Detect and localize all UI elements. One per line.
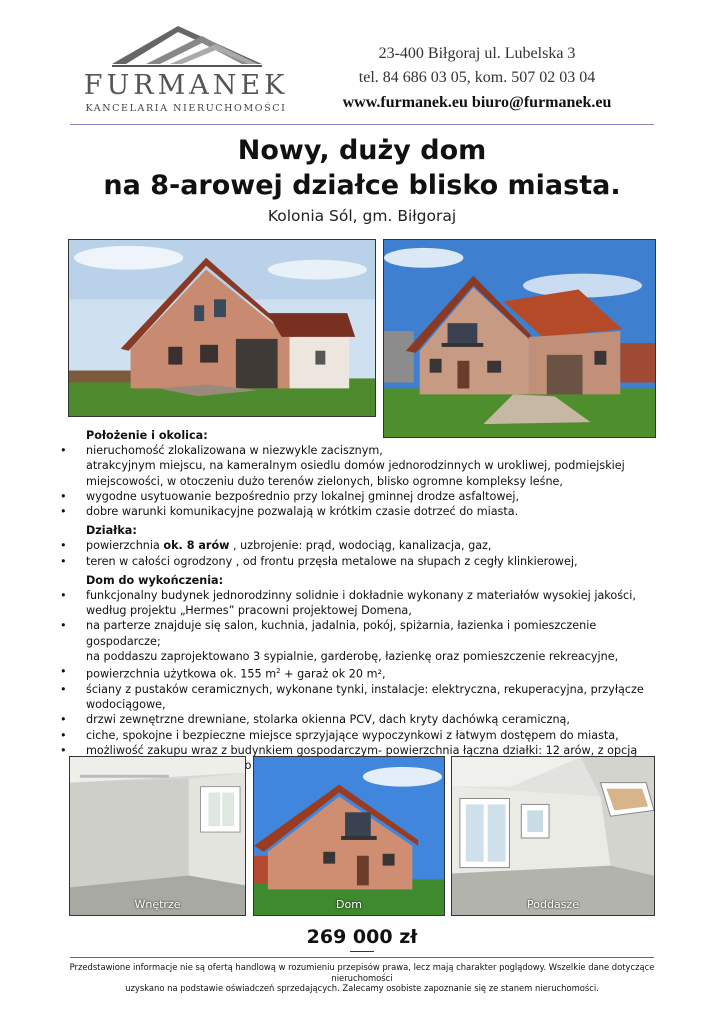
company-subtitle: KANCELARIA NIERUCHOMOŚCI [85,103,287,114]
list-item [56,588,666,618]
listing-price: 269 000 zł [306,926,418,948]
company-address: 23-400 Biłgoraj ul. Lubelska 3 [378,45,576,62]
listing-title-line1: Nowy, duży dom [237,135,487,166]
list-item-text: atrakcyjnym miejscu, na kameralnym osiedlu domów jednorodzinnych w urokliwej, podmiejskiej [86,459,625,473]
house-photo-front [383,239,656,438]
section-heading-plot: Działka: [86,524,137,538]
list-item-text: nieruchomość zlokalizowana w niezwykle zacisznym, [86,444,383,458]
house-list [56,588,666,773]
company-name: FURMANEK [83,70,289,101]
list-item-text: miejscowości, w otoczeniu dużo terenów zielonych, blisko ogromne kompleksy leśne, [86,474,563,488]
plot-area-value: ok. 8 arów [163,539,230,553]
list-item-text: powierzchnia [86,539,164,553]
location-list [56,443,666,519]
list-item [56,538,666,553]
house-photo-small [253,756,445,916]
list-item: • teren w całości ogrodzony , od frontu przęsła metalowe na słupach z cegły klinkierowej, [56,554,666,569]
company-web-email[interactable]: www.furmanek.eu biuro@furmanek.eu [342,94,612,111]
interior-photo [69,756,246,916]
logo-roofs-icon [112,22,262,68]
list-item: • ciche, spokojne i bezpieczne miejsce sprzyjające wypoczynkowi z łatwym dostępem do miasta, [56,728,666,743]
disclaimer-line: uzyskano na podstawie oświadczeń sprzedających. Zalecamy osobiste zapoznanie się ze stanem nieruchomości. [125,983,599,993]
section-heading-house: Dom do wykończenia: [86,573,224,587]
list-item [56,618,666,664]
listing-location: Kolonia Sól, gm. Biłgoraj [267,207,457,225]
list-item-text: możliwość zakupu wraz z budynkiem gospodarczym- powierzchnia łączna działki: 12 arów, z opcją [86,743,638,757]
photo-caption-house: Dom [336,898,362,911]
list-item-text: na poddaszu zaprojektowano 3 sypialnie, garderobę, łazienkę oraz pomieszczenie rekreacyjne, [86,649,619,663]
list-item-text: wodociągowe, [86,698,166,712]
list-item: • drzwi zewnętrzne drewniane, stolarka okienna PCV, dach kryty dachówką ceramiczną, [56,712,666,727]
list-item-text: według projektu „Hermes” pracowni projektowej Domena, [86,604,412,618]
list-item: • dobre warunki komunikacyjne pozwalają w krótkim czasie dotrzeć do miasta. [56,504,666,519]
attic-photo [451,756,655,916]
company-phones: tel. 84 686 03 05, kom. 507 02 03 04 [358,69,596,86]
listing-title-line2: na 8-arowej działce blisko miasta. [103,170,621,201]
photo-caption-attic: Poddasze [527,898,579,911]
footer-divider [70,957,654,958]
list-item-text: + garaż ok 20 m², [280,667,386,681]
section-heading-location: Położenie i okolica: [86,429,208,442]
list-item-text: , uzbrojenie: prąd, wodociąg, kanalizacja, gaz, [229,539,492,553]
plot-list [56,538,666,568]
disclaimer [60,962,664,994]
footer-mark [350,951,374,952]
header-divider [70,124,654,125]
photo-caption-interior: Wnętrze [134,898,181,911]
listing-description [56,428,666,773]
list-item [56,443,666,489]
list-item-text: funkcjonalny budynek jednorodzinny solidnie i dokładnie wykonany z materiałów wysokiej jakości, [86,589,636,603]
list-item-text: na parterze znajduje się salon, kuchnia, jadalnia, pokój, spiżarnia, łazienka i pomieszczenie gospodarcze; [86,619,597,648]
list-item-text: ściany z pustaków ceramicznych, wykonane tynki, instalacje: elektryczna, rekuperacyjna, przyłącze [86,682,644,696]
house-photo-side [68,239,376,417]
superscript: 2 [276,667,281,676]
list-item: • wygodne usytuowanie bezpośrednio przy lokalnej gminnej drodze asfaltowej, [56,489,666,504]
list-item [56,664,666,682]
list-item-text: powierzchnia użytkowa ok. 155 m [86,667,277,681]
disclaimer-line: Przedstawione informacje nie są ofertą handlową w rozumieniu przepisów prawa, lecz mają charakter poglądowy. Wszelkie dane dotyczące nieruchomości [69,962,655,983]
list-item [56,682,666,712]
list-item-text: o [244,759,252,772]
company-logo [112,22,262,68]
